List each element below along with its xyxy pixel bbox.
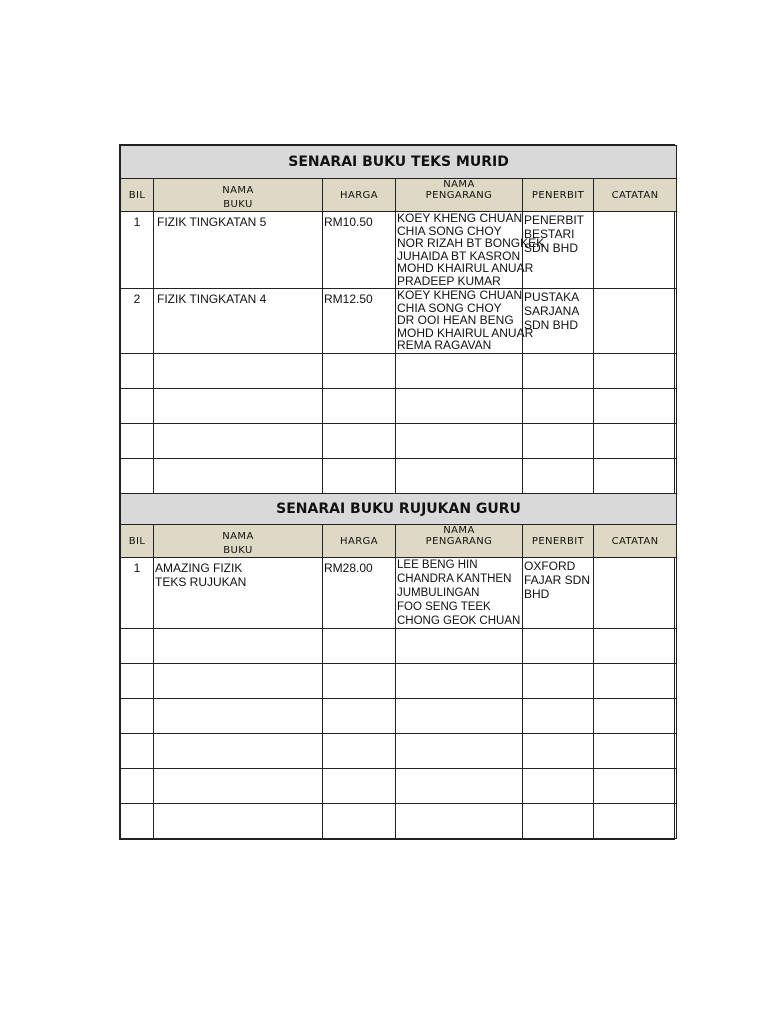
empty-cell: [154, 769, 323, 804]
cell-catatan: [594, 558, 677, 629]
header-row: [121, 179, 677, 212]
empty-row: [121, 734, 677, 769]
empty-cell: [594, 699, 677, 734]
empty-cell: [523, 389, 594, 424]
empty-cell: [323, 424, 396, 459]
empty-cell: [323, 389, 396, 424]
empty-cell: [323, 734, 396, 769]
empty-cell: [323, 459, 396, 494]
empty-cell: [396, 734, 523, 769]
empty-cell: [121, 804, 154, 839]
cell-nama-buku: AMAZING FIZIK TEKS RUJUKAN: [154, 558, 323, 629]
empty-cell: [121, 769, 154, 804]
empty-cell: [323, 629, 396, 664]
empty-cell: [523, 424, 594, 459]
empty-cell: [594, 389, 677, 424]
empty-cell: [396, 804, 523, 839]
cell-harga: RM28.00: [323, 558, 396, 629]
empty-cell: [396, 664, 523, 699]
cell-catatan: [594, 289, 677, 354]
empty-cell: [523, 804, 594, 839]
empty-cell: [121, 629, 154, 664]
empty-cell: [121, 424, 154, 459]
header-nama-pengarang: NAMA PENGARANG: [396, 525, 523, 558]
empty-cell: [594, 664, 677, 699]
empty-cell: [523, 354, 594, 389]
cell-pengarang: KOEY KHENG CHUAN CHIA SONG CHOY NOR RIZAH BT BONGKEK JUHAIDA BT KASRON MOHD KHAIRUL ANUAR PRADEEP KUMAR: [397, 211, 545, 288]
cell-nama-buku: FIZIK TINGKATAN 4: [154, 289, 323, 354]
cell-pengarang: LEE BENG HIN CHANDRA KANTHEN JUMBULINGAN FOO SENG TEEK CHONG GEOK CHUAN: [396, 558, 523, 629]
empty-cell: [523, 459, 594, 494]
header-catatan: CATATAN: [594, 179, 677, 212]
cell-nama-buku: FIZIK TINGKATAN 5: [154, 212, 323, 289]
empty-cell: [121, 734, 154, 769]
empty-row: [121, 354, 677, 389]
empty-row: [121, 629, 677, 664]
empty-cell: [396, 354, 523, 389]
header-harga: HARGA: [323, 179, 396, 212]
empty-cell: [594, 629, 677, 664]
header-bil: BIL: [121, 525, 154, 558]
table-row: [121, 558, 677, 629]
header-penerbit: PENERBIT: [523, 525, 594, 558]
cell-harga: RM12.50: [323, 289, 396, 354]
book-list-sheet: [119, 144, 675, 840]
empty-cell: [154, 804, 323, 839]
empty-cell: [396, 424, 523, 459]
empty-row: [121, 459, 677, 494]
empty-cell: [154, 734, 323, 769]
cell-penerbit: PENERBIT BESTARI SDN BHD: [523, 212, 594, 289]
empty-cell: [121, 699, 154, 734]
cell-penerbit: OXFORD FAJAR SDN BHD: [523, 558, 594, 629]
empty-cell: [154, 699, 323, 734]
empty-cell: [121, 459, 154, 494]
empty-cell: [594, 734, 677, 769]
empty-cell: [154, 424, 323, 459]
cell-harga: RM10.50: [323, 212, 396, 289]
header-penerbit: PENERBIT: [523, 179, 594, 212]
header-bil: BIL: [121, 179, 154, 212]
header-nama-buku: NAMA BUKU: [154, 525, 323, 558]
empty-cell: [154, 664, 323, 699]
empty-cell: [396, 389, 523, 424]
empty-row: [121, 424, 677, 459]
empty-row: [121, 664, 677, 699]
header-catatan: CATATAN: [594, 525, 677, 558]
section-title-guru: SENARAI BUKU RUJUKAN GURU: [121, 494, 677, 525]
empty-cell: [323, 769, 396, 804]
empty-cell: [323, 804, 396, 839]
empty-cell: [594, 354, 677, 389]
header-nama-buku: NAMA BUKU: [154, 179, 323, 212]
empty-cell: [396, 629, 523, 664]
book-list-table: [120, 145, 677, 839]
header-row: [121, 525, 677, 558]
empty-cell: [594, 804, 677, 839]
empty-cell: [396, 459, 523, 494]
section-title-row: [121, 146, 677, 179]
empty-cell: [323, 699, 396, 734]
empty-cell: [154, 389, 323, 424]
empty-cell: [121, 664, 154, 699]
section-title-row: [121, 494, 677, 525]
cell-penerbit: PUSTAKA SARJANA SDN BHD: [523, 289, 594, 354]
empty-cell: [523, 699, 594, 734]
empty-cell: [594, 769, 677, 804]
empty-cell: [396, 769, 523, 804]
section-title-murid: SENARAI BUKU TEKS MURID: [121, 146, 677, 179]
cell-bil: 1: [121, 558, 154, 629]
empty-cell: [154, 629, 323, 664]
empty-cell: [154, 354, 323, 389]
empty-cell: [323, 354, 396, 389]
empty-row: [121, 389, 677, 424]
cell-pengarang: KOEY KHENG CHUAN CHIA SONG CHOY DR OOI HEAN BENG MOHD KHAIRUL ANUAR REMA RAGAVAN: [397, 288, 534, 352]
empty-cell: [594, 424, 677, 459]
empty-cell: [154, 459, 323, 494]
empty-cell: [523, 769, 594, 804]
empty-row: [121, 769, 677, 804]
table-row: [121, 212, 677, 289]
header-nama-pengarang: NAMA PENGARANG: [396, 179, 523, 212]
empty-cell: [523, 629, 594, 664]
cell-bil: 1: [121, 212, 154, 289]
cell-bil: 2: [121, 289, 154, 354]
empty-cell: [121, 354, 154, 389]
empty-cell: [523, 734, 594, 769]
cell-catatan: [594, 212, 677, 289]
table-row: [121, 289, 677, 354]
empty-cell: [121, 389, 154, 424]
empty-cell: [594, 459, 677, 494]
empty-row: [121, 804, 677, 839]
empty-row: [121, 699, 677, 734]
header-harga: HARGA: [323, 525, 396, 558]
empty-cell: [323, 664, 396, 699]
empty-cell: [396, 699, 523, 734]
empty-cell: [523, 664, 594, 699]
